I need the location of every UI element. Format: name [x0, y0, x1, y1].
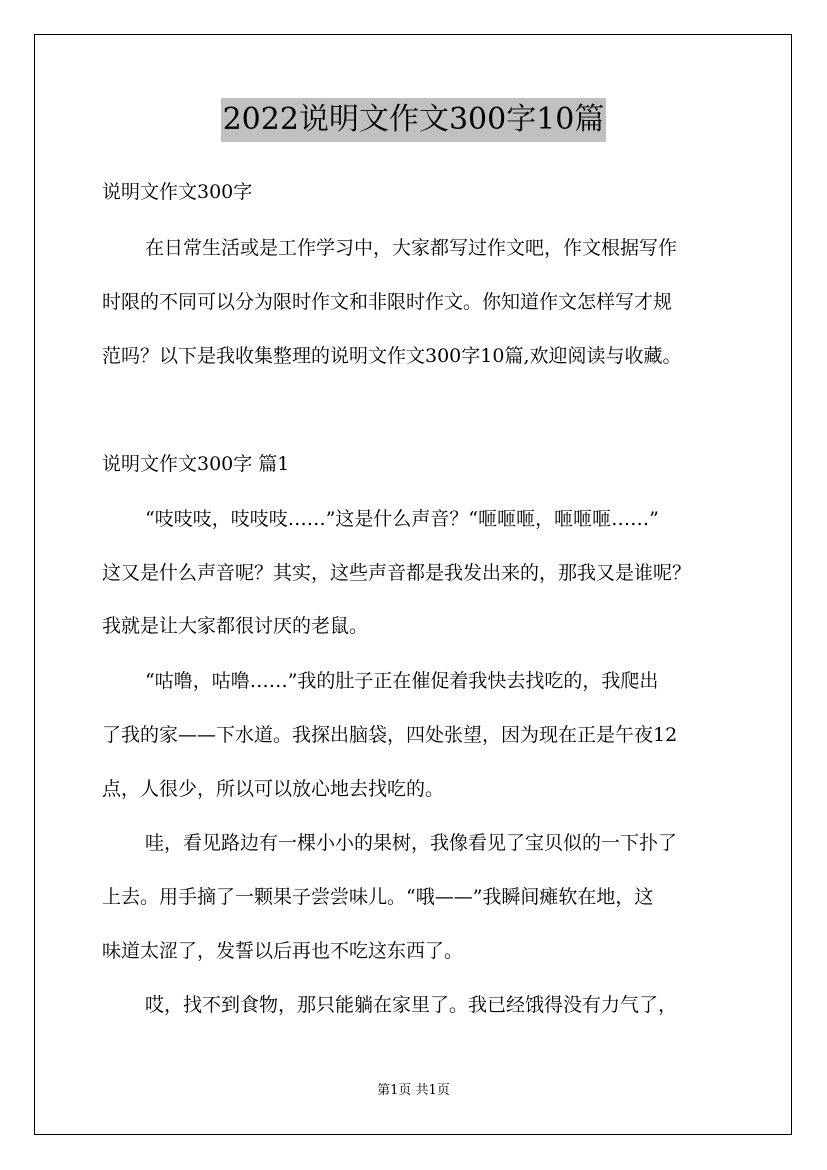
- para3-line-2: 上去。用手摘了一颗果子尝尝味儿。“哦——”我瞬间瘫软在地，这: [102, 886, 654, 908]
- page-number-footer: 第1页 共1页: [377, 1083, 450, 1098]
- para4-line-1: 哎，找不到食物，那只能躺在家里了。我已经饿得没有力气了，: [145, 994, 678, 1016]
- section-heading: 说明文作文300字: [102, 181, 253, 203]
- para2-line-1: “咕噜，咕噜……”我的肚子正在催促着我快去找吃的，我爬出: [145, 670, 659, 692]
- intro-line-1: 在日常生活或是工作学习中，大家都写过作文吧，作文根据写作: [145, 237, 678, 259]
- title-container: [0, 98, 827, 142]
- para2-line-2: 了我的家——下水道。我探出脑袋，四处张望，因为现在正是午夜12: [102, 724, 678, 746]
- para3-line-3: 味道太涩了，发誓以后再也不吃这东西了。: [102, 940, 464, 962]
- para1-line-1: “吱吱吱，吱吱吱……”这是什么声音？“咂咂咂，咂咂咂……”: [145, 508, 659, 530]
- para1-line-2: 这又是什么声音呢？其实，这些声音都是我发出来的，那我又是谁呢？: [102, 562, 692, 584]
- section-heading: 说明文作文300字 篇1: [102, 453, 290, 475]
- para1-line-3: 我就是让大家都很讨厌的老鼠。: [102, 615, 369, 637]
- para2-line-3: 点，人很少，所以可以放心地去找吃的。: [102, 778, 445, 800]
- intro-line-3: 范吗？以下是我收集整理的说明文作文300字10篇,欢迎阅读与收藏。: [102, 345, 682, 367]
- intro-line-2: 时限的不同可以分为限时作文和非限时作文。你知道作文怎样写才规: [102, 291, 673, 313]
- document-title: 2022说明文作文300字10篇: [221, 98, 607, 142]
- para3-line-1: 哇，看见路边有一棵小小的果树，我像看见了宝贝似的一下扑了: [145, 832, 678, 854]
